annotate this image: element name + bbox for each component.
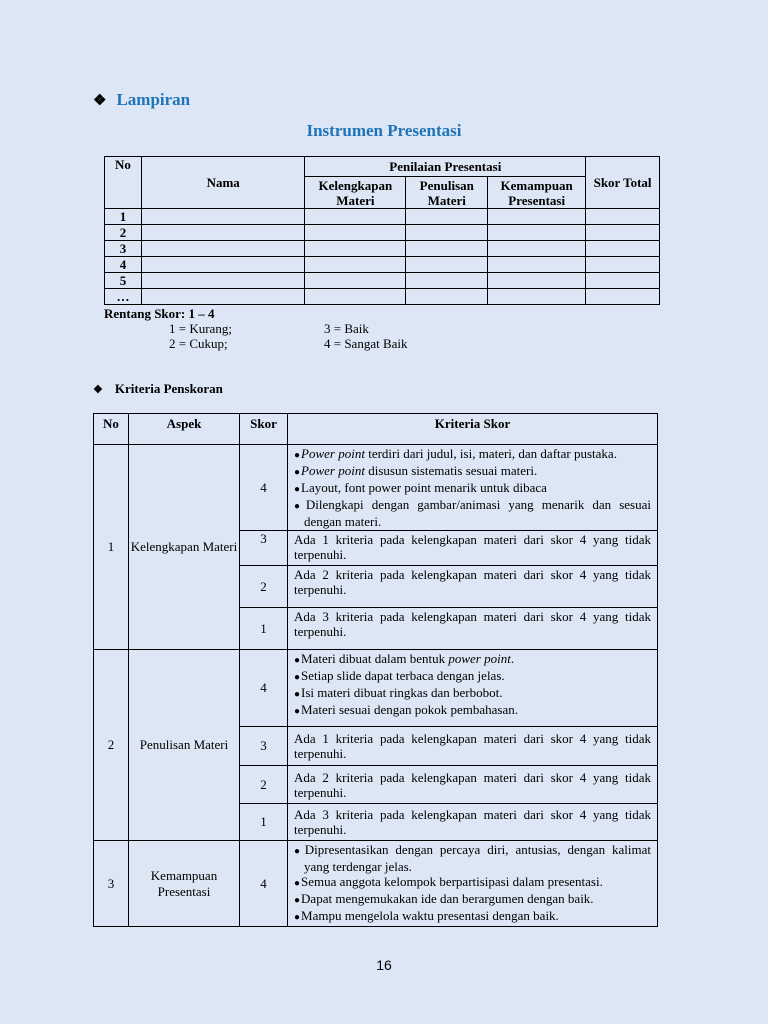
score-value: 1 xyxy=(240,608,288,650)
header-kriteria: Kriteria Skor xyxy=(288,414,658,445)
table-row xyxy=(105,225,660,241)
list-item: ● Semua anggota kelompok berpartisipasi dalam presentasi. xyxy=(294,874,651,891)
input-cell[interactable] xyxy=(141,273,305,289)
input-cell[interactable] xyxy=(406,209,488,225)
aspect-name: Kelengkapan Materi xyxy=(129,445,240,650)
input-cell[interactable] xyxy=(406,273,488,289)
input-cell[interactable] xyxy=(488,257,586,273)
score-value: 3 xyxy=(240,531,288,566)
score-value: 3 xyxy=(240,727,288,766)
input-cell[interactable] xyxy=(305,257,406,273)
score-range-item: 2 = Cukup; xyxy=(169,336,228,351)
list-item: ● Mampu mengelola waktu presentasi dengan baik. xyxy=(294,908,651,925)
table-row xyxy=(94,650,658,727)
input-cell[interactable] xyxy=(406,289,488,305)
aspect-number: 1 xyxy=(94,445,129,650)
list-item: ● Materi dibuat dalam bentuk power point. xyxy=(294,651,651,668)
table-row xyxy=(105,257,660,273)
row-number: … xyxy=(105,289,142,305)
input-cell[interactable] xyxy=(305,273,406,289)
input-cell[interactable] xyxy=(305,241,406,257)
input-cell[interactable] xyxy=(141,257,305,273)
criteria-cell: Ada 2 kriteria pada kelengkapan materi dari skor 4 yang tidak terpenuhi. xyxy=(288,566,658,608)
input-cell[interactable] xyxy=(141,241,305,257)
criteria-heading-text: Kriteria Penskoran xyxy=(114,381,223,396)
header-skor: Skor xyxy=(240,414,288,445)
input-cell[interactable] xyxy=(305,209,406,225)
input-cell[interactable] xyxy=(488,241,586,257)
aspect-name: Penulisan Materi xyxy=(129,650,240,841)
input-cell[interactable] xyxy=(488,209,586,225)
input-cell[interactable] xyxy=(141,209,305,225)
criteria-cell: Ada 3 kriteria pada kelengkapan materi dari skor 4 yang tidak terpenuhi. xyxy=(288,608,658,650)
criteria-cell: Ada 2 kriteria pada kelengkapan materi dari skor 4 yang tidak terpenuhi. xyxy=(288,766,658,804)
list-item: ● Dilengkapi dengan gambar/animasi yang menarik dan sesuai dengan materi. xyxy=(294,497,651,529)
row-number: 2 xyxy=(105,225,142,241)
input-cell[interactable] xyxy=(586,257,660,273)
aspect-number: 3 xyxy=(94,841,129,927)
input-cell[interactable] xyxy=(406,241,488,257)
input-cell[interactable] xyxy=(488,289,586,305)
criteria-cell: Ada 1 kriteria pada kelengkapan materi dari skor 4 yang tidak terpenuhi. xyxy=(288,727,658,766)
table-row xyxy=(105,209,660,225)
input-cell[interactable] xyxy=(488,273,586,289)
header-skor-total: Skor Total xyxy=(586,157,660,209)
table-row xyxy=(94,445,658,531)
diamond-bullet-icon: ❖ xyxy=(93,384,103,396)
input-cell[interactable] xyxy=(586,209,660,225)
presentation-score-table xyxy=(104,156,660,305)
section-heading xyxy=(93,90,190,110)
diamond-bullet-icon: ❖ xyxy=(93,93,107,109)
list-item: ● Dipresentasikan dengan percaya diri, antusias, dengan kalimat yang terdengar jelas. xyxy=(294,842,651,874)
score-value: 1 xyxy=(240,804,288,841)
list-item: ● Power point terdiri dari judul, isi, materi, dan daftar pustaka. xyxy=(294,446,651,463)
input-cell[interactable] xyxy=(586,225,660,241)
scoring-criteria-table xyxy=(93,413,658,927)
input-cell[interactable] xyxy=(586,273,660,289)
criteria-cell xyxy=(288,650,658,727)
header-kelengkapan: Kelengkapan Materi xyxy=(305,177,406,209)
score-value: 4 xyxy=(240,650,288,727)
aspect-number: 2 xyxy=(94,650,129,841)
row-number: 5 xyxy=(105,273,142,289)
list-item: ● Layout, font power point menarik untuk dibaca xyxy=(294,480,651,497)
header-kemampuan: Kemampuan Presentasi xyxy=(488,177,586,209)
input-cell[interactable] xyxy=(141,289,305,305)
section-title: Lampiran xyxy=(116,90,191,109)
list-item: ● Power point disusun sistematis sesuai materi. xyxy=(294,463,651,480)
input-cell[interactable] xyxy=(586,241,660,257)
score-value: 2 xyxy=(240,566,288,608)
criteria-cell: Ada 3 kriteria pada kelengkapan materi dari skor 4 yang tidak terpenuhi. xyxy=(288,804,658,841)
input-cell[interactable] xyxy=(305,225,406,241)
header-no: No xyxy=(94,414,129,445)
row-number: 3 xyxy=(105,241,142,257)
input-cell[interactable] xyxy=(406,225,488,241)
row-number: 1 xyxy=(105,209,142,225)
input-cell[interactable] xyxy=(488,225,586,241)
score-range-item: 3 = Baik xyxy=(324,321,369,336)
score-value: 2 xyxy=(240,766,288,804)
input-cell[interactable] xyxy=(305,289,406,305)
page-number: 16 xyxy=(376,957,392,973)
score-range xyxy=(104,306,408,351)
document-title: Instrumen Presentasi xyxy=(306,121,462,140)
header-penulisan: Penulisan Materi xyxy=(406,177,488,209)
table-row xyxy=(105,289,660,305)
score-range-item: 1 = Kurang; xyxy=(169,321,232,336)
table-row xyxy=(94,841,658,927)
criteria-heading xyxy=(93,381,223,397)
input-cell[interactable] xyxy=(586,289,660,305)
input-cell[interactable] xyxy=(141,225,305,241)
header-aspek: Aspek xyxy=(129,414,240,445)
list-item: ● Materi sesuai dengan pokok pembahasan. xyxy=(294,702,651,719)
criteria-cell: Ada 1 kriteria pada kelengkapan materi dari skor 4 yang tidak terpenuhi. xyxy=(288,531,658,566)
row-number: 4 xyxy=(105,257,142,273)
score-value: 4 xyxy=(240,841,288,927)
table-row xyxy=(105,273,660,289)
score-value: 4 xyxy=(240,445,288,531)
list-item: ● Setiap slide dapat terbaca dengan jelas. xyxy=(294,668,651,685)
header-penilaian: Penilaian Presentasi xyxy=(305,157,586,177)
input-cell[interactable] xyxy=(406,257,488,273)
table-row xyxy=(105,241,660,257)
list-item: ● Dapat mengemukakan ide dan berargumen dengan baik. xyxy=(294,891,651,908)
header-no: No xyxy=(105,157,142,209)
aspect-name: Kemampuan Presentasi xyxy=(129,841,240,927)
score-range-title: Rentang Skor: 1 – 4 xyxy=(104,306,215,321)
score-range-item: 4 = Sangat Baik xyxy=(324,336,408,351)
list-item: ● Isi materi dibuat ringkas dan berbobot. xyxy=(294,685,651,702)
criteria-cell xyxy=(288,445,658,531)
header-nama: Nama xyxy=(141,157,305,209)
criteria-cell xyxy=(288,841,658,927)
